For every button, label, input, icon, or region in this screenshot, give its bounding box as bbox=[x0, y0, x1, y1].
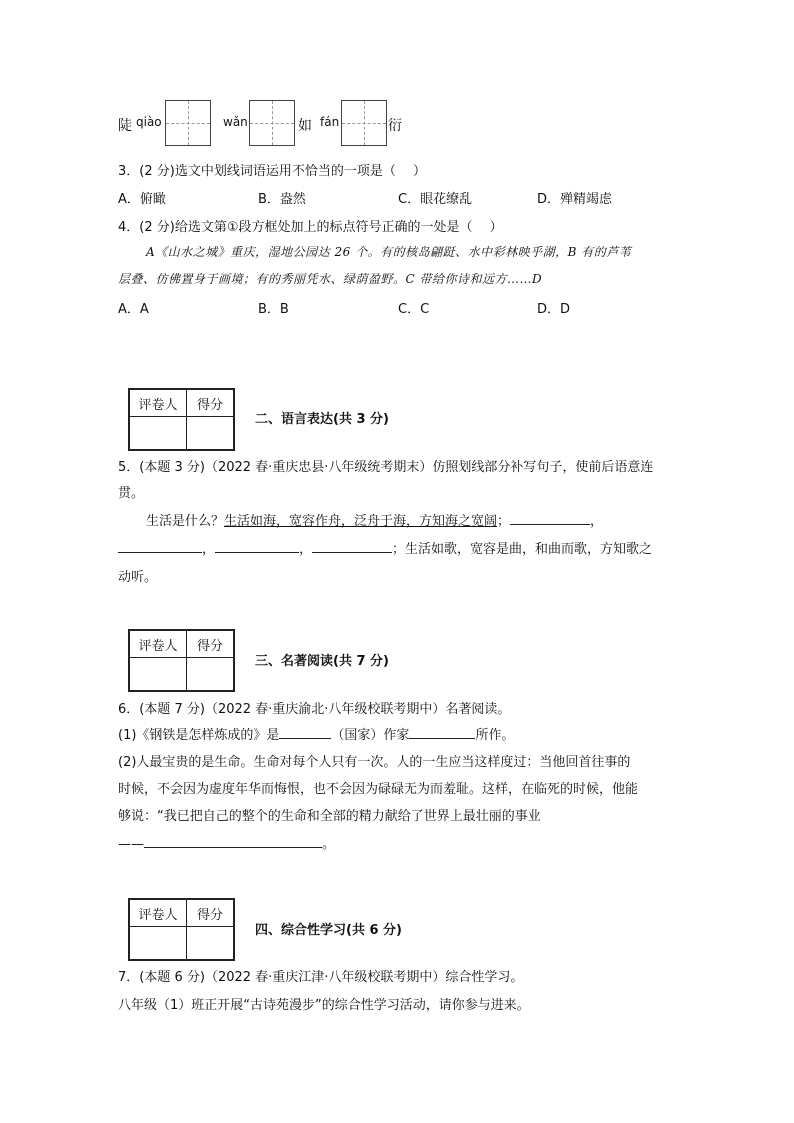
reviewer-header: 评卷人 bbox=[129, 899, 187, 927]
q4-passage-line1: A《山水之城》重庆，湿地公园达 26 个。有的核岛翩跹、水中彩林映乎湖，B 有的芦苇 bbox=[146, 245, 632, 259]
section3-title: 三、名著阅读(共 7 分) bbox=[255, 654, 389, 669]
score-header: 得分 bbox=[187, 899, 235, 927]
q4-passage-line2: 层叠、仿佛置身于画境；有的秀丽凭水、绿荫盈野。C 带给你诗和远方……D bbox=[118, 272, 543, 286]
q6-part1-b: （国家）作家 bbox=[331, 728, 410, 743]
pinyin-fan: fán bbox=[320, 115, 340, 129]
q6-blank-author[interactable] bbox=[409, 726, 475, 739]
score-cell[interactable] bbox=[187, 658, 235, 692]
q6-blank-answer[interactable] bbox=[144, 835, 322, 848]
q3-option-d[interactable]: D．殚精竭虑 bbox=[537, 192, 613, 207]
char-dou: 陡 bbox=[118, 118, 132, 134]
q5-body-line1: 生活是什么？生活如海，宽容作舟，泛舟于海，方知海之宽阔； ， bbox=[146, 514, 604, 529]
char-yan: 衍 bbox=[388, 118, 402, 134]
score-cell[interactable] bbox=[187, 927, 235, 961]
score-table-section4 bbox=[128, 898, 235, 961]
q6-dash: —— bbox=[118, 837, 144, 852]
q3-option-a[interactable]: A．俯瞰 bbox=[118, 192, 166, 207]
char-ru: 如 bbox=[298, 118, 312, 134]
q6-part2-line4 bbox=[118, 833, 335, 852]
q6-period: 。 bbox=[322, 837, 336, 852]
score-header: 得分 bbox=[187, 389, 235, 417]
score-table-section2 bbox=[128, 388, 235, 451]
q6-part1-a: (1)《钢铁是怎样炼成的》是 bbox=[118, 728, 280, 743]
q3-stem: 3．(2 分)选文中划线词语运用不恰当的一项是（ ） bbox=[118, 164, 426, 179]
q4-option-d[interactable]: D．D bbox=[537, 302, 571, 317]
reviewer-cell[interactable] bbox=[129, 927, 187, 961]
q6-part1 bbox=[118, 724, 514, 743]
q5-body-line2: ， ， ；生活如歌，宽容是曲，和曲而歌，方知歌之 bbox=[118, 538, 652, 557]
pinyin-qiao: qiào bbox=[136, 115, 162, 129]
q6-stem: 6．(本题 7 分)（2022 春·重庆渝北·八年级校联考期中）名著阅读。 bbox=[118, 702, 511, 717]
q4-option-b[interactable]: B．B bbox=[258, 302, 289, 317]
section4-title: 四、综合性学习(共 6 分) bbox=[255, 923, 402, 938]
score-table-section3 bbox=[128, 629, 235, 692]
q6-blank-country[interactable] bbox=[279, 726, 331, 739]
q3-option-c[interactable]: C．眼花缭乱 bbox=[398, 192, 473, 207]
q5-body-semicolon: ； bbox=[497, 514, 511, 529]
q5-stem-line2: 贯。 bbox=[118, 486, 145, 501]
q5-body-line3: 动听。 bbox=[118, 570, 158, 585]
q5-blank-3[interactable] bbox=[215, 540, 299, 553]
q6-part1-c: 所作。 bbox=[475, 728, 515, 743]
score-header: 得分 bbox=[187, 630, 235, 658]
section2-title: 二、语言表达(共 3 分) bbox=[255, 412, 389, 427]
q5-blank-2[interactable] bbox=[118, 540, 202, 553]
tianzige-box-1[interactable] bbox=[165, 100, 211, 146]
q7-line2: 八年级（1）班正开展“古诗苑漫步”的综合性学习活动，请你参与进来。 bbox=[118, 998, 530, 1013]
q5-body-lead: 生活是什么？ bbox=[146, 514, 225, 529]
q5-body-underlined: 生活如海，宽容作舟，泛舟于海，方知海之宽阔 bbox=[224, 514, 498, 529]
q4-option-a[interactable]: A．A bbox=[118, 302, 149, 317]
tianzige-box-3[interactable] bbox=[341, 100, 387, 146]
q6-part2-line2: 时候，不会因为虚度年华而悔恨，也不会因为碌碌无为而羞耻。这样，在临死的时候，他能 bbox=[118, 782, 639, 797]
q5-blank-4[interactable] bbox=[312, 540, 392, 553]
reviewer-header: 评卷人 bbox=[129, 389, 187, 417]
tianzige-box-2[interactable] bbox=[249, 100, 295, 146]
q3-option-b[interactable]: B．盎然 bbox=[258, 192, 306, 207]
pinyin-wan: wǎn bbox=[223, 115, 248, 129]
reviewer-cell[interactable] bbox=[129, 417, 187, 451]
q7-stem: 7．(本题 6 分)（2022 春·重庆江津·八年级校联考期中）综合性学习。 bbox=[118, 970, 524, 985]
q6-part2-line3: 够说：“我已把自己的整个的生命和全部的精力献给了世界上最壮丽的事业 bbox=[118, 809, 541, 824]
q4-option-c[interactable]: C．C bbox=[398, 302, 430, 317]
score-cell[interactable] bbox=[187, 417, 235, 451]
q6-part2-line1: (2)人最宝贵的是生命。生命对每个人只有一次。人的一生应当这样度过：当他回首往事的 bbox=[118, 755, 631, 770]
reviewer-cell[interactable] bbox=[129, 658, 187, 692]
reviewer-header: 评卷人 bbox=[129, 630, 187, 658]
q4-stem: 4．(2 分)给选文第①段方框处加上的标点符号正确的一处是（ ） bbox=[118, 220, 503, 235]
q5-body-line2-end: ；生活如歌，宽容是曲，和曲而歌，方知歌之 bbox=[392, 542, 653, 557]
q5-blank-1[interactable] bbox=[510, 512, 590, 525]
q5-stem-line1: 5．(本题 3 分)（2022 春·重庆忠县·八年级统考期末）仿照划线部分补写句子，使前后语意连 bbox=[118, 460, 654, 475]
